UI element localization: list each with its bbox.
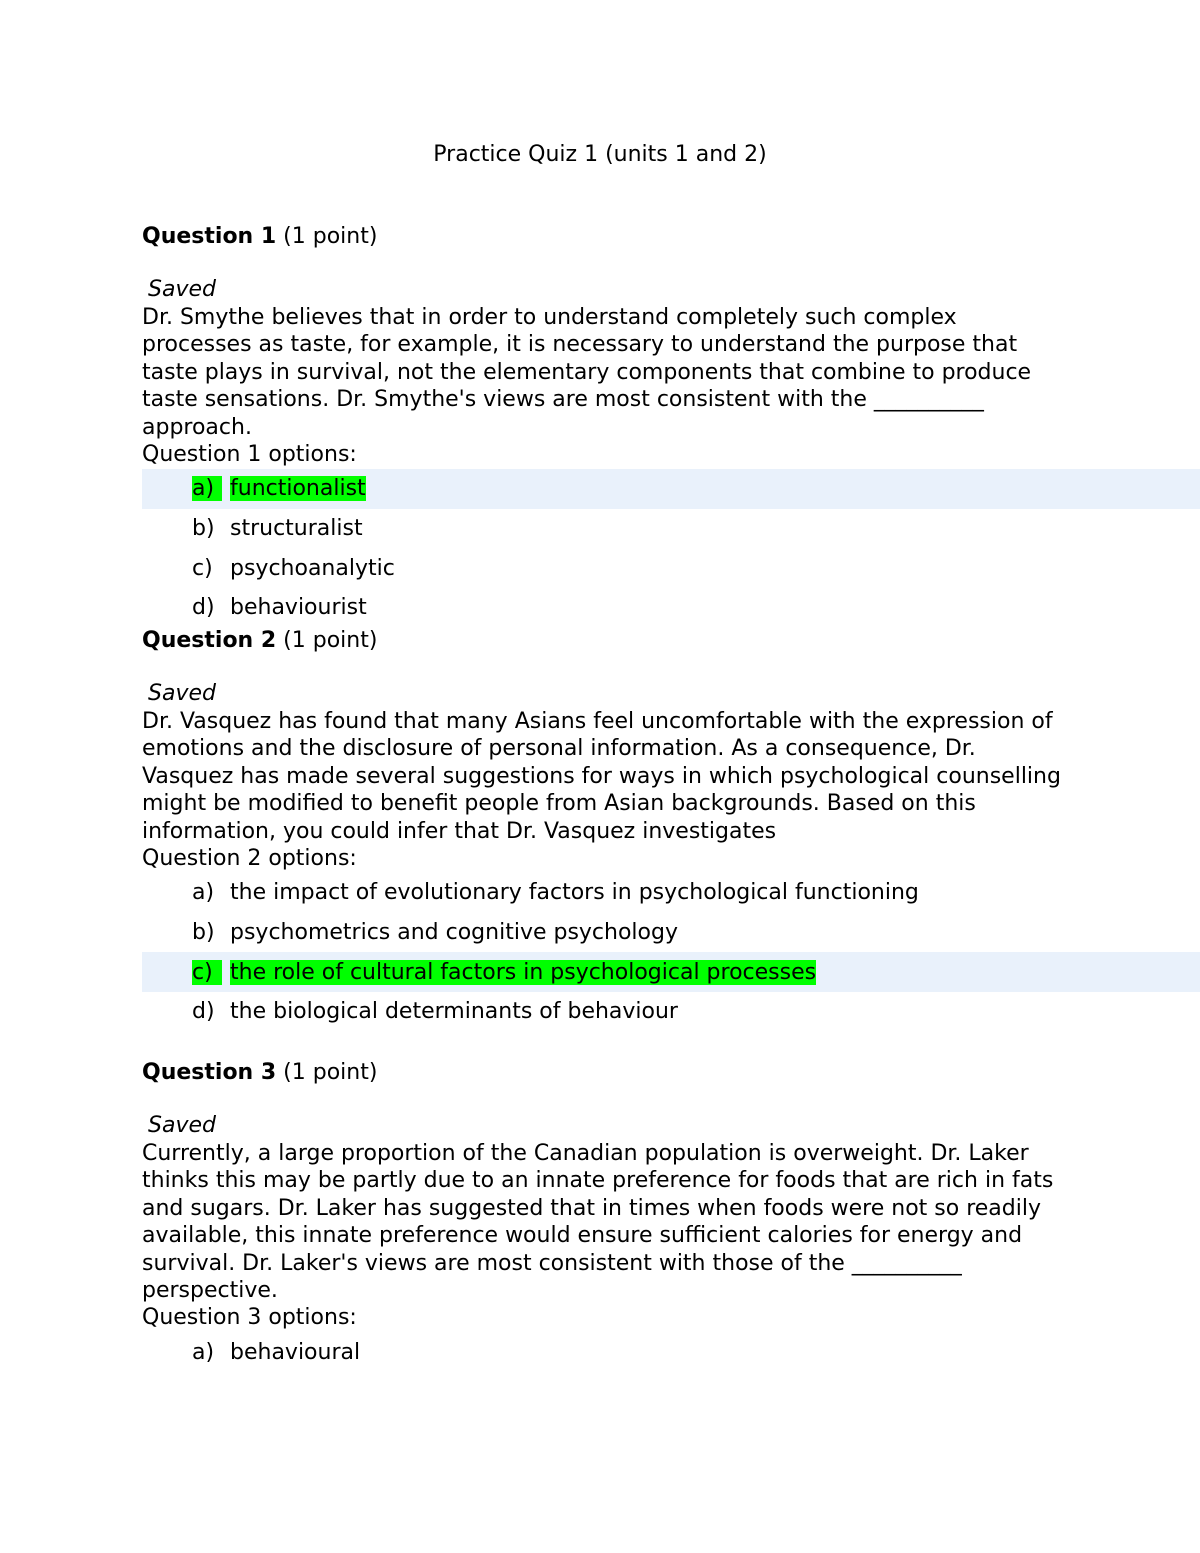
question-prompt: Currently, a large proportion of the Canadian population is overweight. Dr. Laker thinks this may be partly due to an innate preference for foods that are rich in fats and sugars. Dr. Laker has suggested that in times when foods were not so readily available, this innate preference would ensure sufficient calories for energy and survival. Dr. Laker's views are most consistent with those of the __________ perspective. [142,1141,1054,1304]
option-text: the impact of evolutionary factors in psychological functioning [230,880,919,906]
option-text: the role of cultural factors in psychological processes [230,959,817,985]
option-letter: a) [192,880,215,906]
option-a[interactable] [142,1332,1200,1372]
question-number: Question 2 [142,628,277,653]
question-number: Question 1 [142,224,277,249]
option-d[interactable] [142,588,1200,628]
option-c[interactable] [142,952,1200,992]
option-text: psychometrics and cognitive psychology [230,919,678,945]
option-letter: a) [192,476,222,501]
question-heading [142,222,1200,252]
option-d[interactable] [142,992,1200,1032]
saved-status: Saved [148,277,216,302]
option-letter: c) [192,555,213,581]
option-letter: a) [192,1339,215,1365]
saved-status: Saved [148,1113,216,1138]
options-label: Question 1 options: [142,442,357,468]
option-c[interactable] [142,548,1200,588]
option-text: structuralist [230,515,363,541]
option-letter: c) [192,960,222,985]
option-letter: b) [192,919,215,945]
question-points: (1 point) [276,224,378,249]
option-b[interactable] [142,913,1200,953]
option-a[interactable] [142,469,1200,509]
options-list [142,873,1200,1031]
question-1 [142,222,1200,627]
question-prompt: Dr. Smythe believes that in order to understand completely such complex processes as taste, for example, it is necessary to understand the purpose that taste plays in survival, not the elementary components that combine to produce taste sensations. Dr. Smythe's views are most consistent with the __________ approach. [142,305,1032,440]
saved-status: Saved [148,681,216,706]
question-2 [142,626,1200,1031]
options-list [142,469,1200,627]
question-prompt: Dr. Vasquez has found that many Asians feel uncomfortable with the expression of emotions and the disclosure of personal information. As a consequence, Dr. Vasquez has made several suggestions for ways in which psychological counselling might be modified to benefit people from Asian backgrounds. Based on this information, you could infer that Dr. Vasquez investigates [142,709,1061,844]
options-label: Question 3 options: [142,1305,357,1331]
option-text: the biological determinants of behaviour [230,999,678,1025]
options-label: Question 2 options: [142,846,357,872]
option-text: behaviourist [230,595,367,621]
question-points: (1 point) [276,628,378,653]
options-list [142,1332,1200,1372]
option-b[interactable] [142,509,1200,549]
question-points: (1 point) [276,1060,378,1085]
option-text: functionalist [230,476,366,502]
option-letter: d) [192,595,215,621]
question-number: Question 3 [142,1060,277,1085]
option-a[interactable] [142,873,1200,913]
question-heading [142,626,1200,656]
option-letter: b) [192,515,215,541]
question-3 [142,1058,1200,1372]
question-heading [142,1058,1200,1088]
option-text: psychoanalytic [230,555,395,581]
option-letter: d) [192,999,215,1025]
page-title: Practice Quiz 1 (units 1 and 2) [433,142,767,167]
option-text: behavioural [230,1339,361,1365]
